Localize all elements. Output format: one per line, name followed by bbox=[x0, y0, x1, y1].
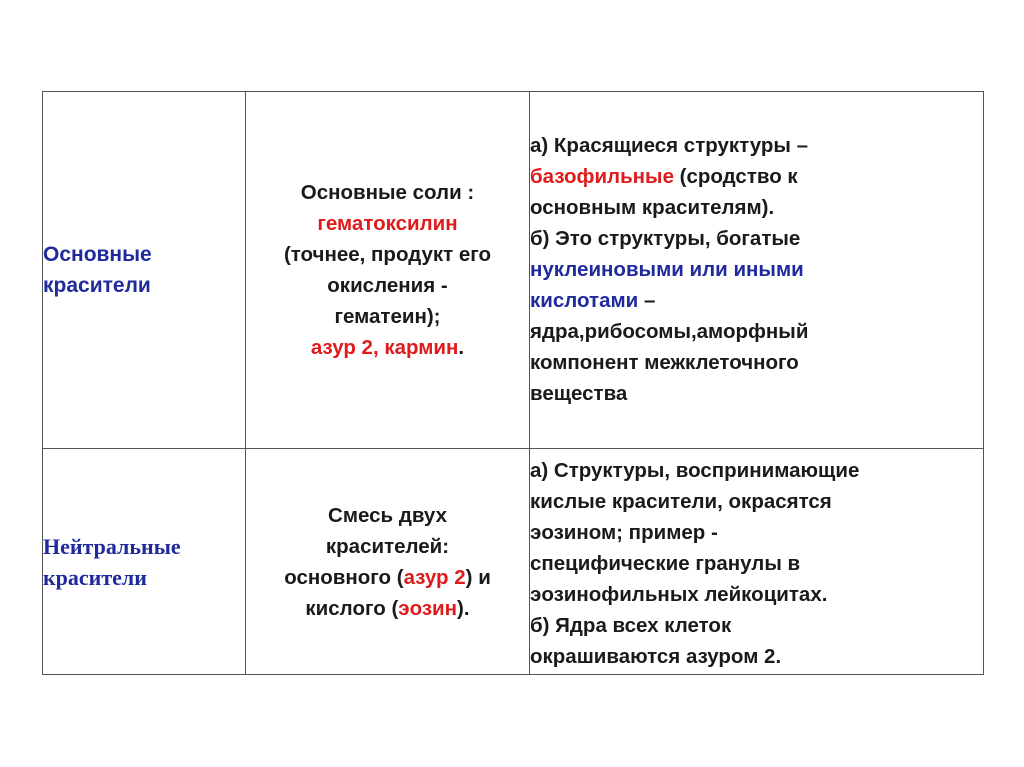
composition-text: красителей: bbox=[325, 534, 450, 558]
dye-name-line: Нейтральные bbox=[43, 533, 181, 559]
dye-name-line: Основные bbox=[43, 243, 152, 266]
azur-carmine-term: азур 2, кармин bbox=[310, 336, 459, 359]
properties-text: эозинофильных лейкоцитах. bbox=[530, 583, 828, 606]
properties-text: компонент межклеточного bbox=[530, 351, 799, 374]
hematein-term: гематеин bbox=[334, 305, 427, 328]
composition-text: окисления - bbox=[327, 274, 448, 297]
properties-text: а) Структуры, воспринимающие bbox=[530, 459, 860, 482]
composition-text: Основные соли : bbox=[300, 181, 475, 204]
table-row-neutral-dyes bbox=[43, 449, 984, 675]
azur2-term: азур 2 bbox=[403, 565, 466, 589]
composition-text: . bbox=[458, 336, 465, 359]
properties-text: кислые красители, окрасятся bbox=[530, 490, 832, 513]
stain-table bbox=[42, 91, 984, 675]
composition-text: основного ( bbox=[284, 565, 404, 589]
properties-text: вещества bbox=[530, 382, 628, 405]
properties-cell bbox=[530, 449, 984, 675]
nucleic-acids-term: нуклеиновыми или иными bbox=[530, 258, 804, 281]
basophilic-term: базофильные bbox=[530, 165, 674, 188]
composition-cell bbox=[246, 92, 530, 449]
properties-text: окрашиваются азуром 2. bbox=[530, 645, 782, 668]
composition-cell bbox=[246, 449, 530, 675]
properties-cell bbox=[530, 92, 984, 449]
dye-name-line: красители bbox=[43, 274, 151, 297]
properties-text: ядра,рибосомы,аморфный bbox=[530, 320, 809, 343]
properties-text: эозином; пример - bbox=[530, 521, 718, 544]
composition-text: ). bbox=[457, 596, 470, 620]
properties-text: (сродство к bbox=[673, 165, 798, 188]
composition-text: Смесь двух bbox=[328, 503, 447, 527]
properties-text: а) Красящиеся структуры – bbox=[530, 134, 808, 157]
properties-text: специфические гранулы в bbox=[530, 552, 801, 575]
properties-text: основным красителям). bbox=[530, 196, 775, 219]
dye-name-line: красители bbox=[43, 564, 147, 590]
properties-text: б) Это структуры, богатые bbox=[530, 227, 801, 250]
composition-text: ) и bbox=[465, 565, 491, 589]
dye-name-cell bbox=[43, 92, 246, 449]
eosin-term: эозин bbox=[398, 596, 458, 620]
properties-text: – bbox=[638, 289, 656, 312]
composition-text: кислого ( bbox=[305, 596, 399, 620]
dye-name-cell bbox=[43, 449, 246, 675]
composition-text: ); bbox=[426, 305, 441, 328]
composition-text: (точнее, продукт его bbox=[283, 243, 492, 266]
hematoxylin-term: гематоксилин bbox=[317, 212, 458, 235]
nucleic-acids-term: кислотами bbox=[530, 289, 639, 312]
table-row-basic-dyes bbox=[43, 92, 984, 449]
properties-text: б) Ядра всех клеток bbox=[530, 614, 732, 637]
